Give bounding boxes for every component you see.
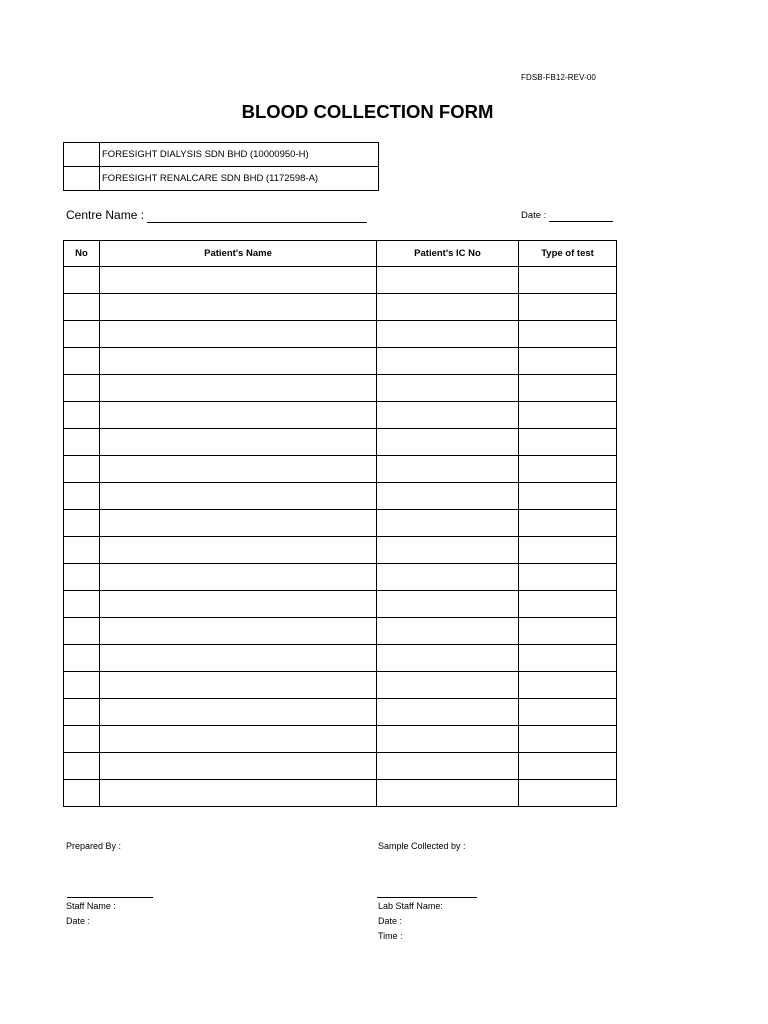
patient-row bbox=[64, 456, 617, 483]
patient-ic-cell[interactable] bbox=[377, 726, 519, 753]
row-number-cell[interactable] bbox=[64, 591, 100, 618]
patient-name-cell[interactable] bbox=[100, 591, 377, 618]
patient-ic-cell[interactable] bbox=[377, 510, 519, 537]
patient-ic-cell[interactable] bbox=[377, 753, 519, 780]
row-number-cell[interactable] bbox=[64, 726, 100, 753]
patient-name-cell[interactable] bbox=[100, 429, 377, 456]
row-number-cell[interactable] bbox=[64, 699, 100, 726]
patient-ic-cell[interactable] bbox=[377, 537, 519, 564]
company-checkbox[interactable] bbox=[64, 167, 100, 191]
patient-table-body bbox=[64, 267, 617, 807]
patient-row bbox=[64, 753, 617, 780]
patient-name-cell[interactable] bbox=[100, 348, 377, 375]
column-header-test-type: Type of test bbox=[519, 241, 617, 267]
patient-name-cell[interactable] bbox=[100, 618, 377, 645]
prepared-by-label: Prepared By : bbox=[66, 841, 122, 851]
patient-table-header bbox=[64, 241, 617, 267]
row-number-cell[interactable] bbox=[64, 753, 100, 780]
date-label: Date : bbox=[521, 210, 547, 221]
patient-row bbox=[64, 483, 617, 510]
patient-row bbox=[64, 267, 617, 294]
patient-row bbox=[64, 375, 617, 402]
row-number-cell[interactable] bbox=[64, 780, 100, 807]
patient-row bbox=[64, 537, 617, 564]
collected-by-signature-line[interactable] bbox=[377, 897, 477, 898]
patient-name-cell[interactable] bbox=[100, 645, 377, 672]
patient-ic-cell[interactable] bbox=[377, 591, 519, 618]
row-number-cell[interactable] bbox=[64, 267, 100, 294]
company-name: FORESIGHT DIALYSIS SDN BHD (10000950-H) bbox=[100, 143, 379, 167]
patient-ic-cell[interactable] bbox=[377, 456, 519, 483]
patient-name-cell[interactable] bbox=[100, 294, 377, 321]
lab-date-label: Date : bbox=[378, 916, 403, 926]
row-number-cell[interactable] bbox=[64, 348, 100, 375]
row-number-cell[interactable] bbox=[64, 618, 100, 645]
patient-ic-cell[interactable] bbox=[377, 375, 519, 402]
staff-date-label: Date : bbox=[66, 916, 91, 926]
patient-ic-cell[interactable] bbox=[377, 564, 519, 591]
patient-row bbox=[64, 321, 617, 348]
patient-row bbox=[64, 726, 617, 753]
date-input[interactable] bbox=[549, 210, 613, 222]
patient-ic-cell[interactable] bbox=[377, 267, 519, 294]
test-type-cell[interactable] bbox=[519, 348, 617, 375]
row-number-cell[interactable] bbox=[64, 294, 100, 321]
patient-row bbox=[64, 645, 617, 672]
patient-ic-cell[interactable] bbox=[377, 429, 519, 456]
patient-ic-cell[interactable] bbox=[377, 780, 519, 807]
row-number-cell[interactable] bbox=[64, 429, 100, 456]
column-header-patient-ic: Patient's IC No bbox=[377, 241, 519, 267]
patient-ic-cell[interactable] bbox=[377, 402, 519, 429]
patient-table bbox=[63, 240, 617, 807]
company-row bbox=[64, 143, 379, 167]
test-type-cell[interactable] bbox=[519, 294, 617, 321]
patient-name-cell[interactable] bbox=[100, 375, 377, 402]
company-name: FORESIGHT RENALCARE SDN BHD (1172598-A) bbox=[100, 167, 379, 191]
patient-row bbox=[64, 510, 617, 537]
patient-row bbox=[64, 294, 617, 321]
staff-name-label: Staff Name : bbox=[66, 901, 116, 911]
patient-name-cell[interactable] bbox=[100, 402, 377, 429]
patient-name-cell[interactable] bbox=[100, 483, 377, 510]
patient-ic-cell[interactable] bbox=[377, 348, 519, 375]
test-type-cell[interactable] bbox=[519, 699, 617, 726]
test-type-cell[interactable] bbox=[519, 753, 617, 780]
centre-name-label: Centre Name : bbox=[66, 208, 145, 222]
test-type-cell[interactable] bbox=[519, 267, 617, 294]
row-number-cell[interactable] bbox=[64, 456, 100, 483]
centre-name-field bbox=[66, 208, 367, 223]
column-header-patient-name: Patient's Name bbox=[100, 241, 377, 267]
lab-staff-name-label: Lab Staff Name: bbox=[378, 901, 443, 911]
date-field bbox=[521, 210, 613, 222]
test-type-cell[interactable] bbox=[519, 429, 617, 456]
patient-row bbox=[64, 780, 617, 807]
patient-name-cell[interactable] bbox=[100, 267, 377, 294]
company-row bbox=[64, 167, 379, 191]
document-code: FDSB-FB12-REV-00 bbox=[521, 73, 596, 82]
patient-name-cell[interactable] bbox=[100, 699, 377, 726]
test-type-cell[interactable] bbox=[519, 564, 617, 591]
patient-row bbox=[64, 402, 617, 429]
company-checkbox[interactable] bbox=[64, 143, 100, 167]
patient-ic-cell[interactable] bbox=[377, 618, 519, 645]
row-number-cell[interactable] bbox=[64, 645, 100, 672]
row-number-cell[interactable] bbox=[64, 402, 100, 429]
sample-collected-by-label: Sample Collected by : bbox=[378, 841, 466, 851]
test-type-cell[interactable] bbox=[519, 618, 617, 645]
test-type-cell[interactable] bbox=[519, 645, 617, 672]
patient-row bbox=[64, 618, 617, 645]
row-number-cell[interactable] bbox=[64, 564, 100, 591]
patient-name-cell[interactable] bbox=[100, 537, 377, 564]
patient-ic-cell[interactable] bbox=[377, 483, 519, 510]
patient-ic-cell[interactable] bbox=[377, 672, 519, 699]
test-type-cell[interactable] bbox=[519, 780, 617, 807]
patient-ic-cell[interactable] bbox=[377, 699, 519, 726]
patient-ic-cell[interactable] bbox=[377, 321, 519, 348]
form-title: BLOOD COLLECTION FORM bbox=[241, 101, 494, 122]
row-number-cell[interactable] bbox=[64, 321, 100, 348]
prepared-by-signature-line[interactable] bbox=[67, 897, 153, 898]
test-type-cell[interactable] bbox=[519, 456, 617, 483]
test-type-cell[interactable] bbox=[519, 483, 617, 510]
test-type-cell[interactable] bbox=[519, 672, 617, 699]
patient-name-cell[interactable] bbox=[100, 456, 377, 483]
patient-row bbox=[64, 429, 617, 456]
row-number-cell[interactable] bbox=[64, 483, 100, 510]
patient-ic-cell[interactable] bbox=[377, 294, 519, 321]
test-type-cell[interactable] bbox=[519, 510, 617, 537]
row-number-cell[interactable] bbox=[64, 510, 100, 537]
patient-name-cell[interactable] bbox=[100, 726, 377, 753]
patient-row bbox=[64, 591, 617, 618]
patient-name-cell[interactable] bbox=[100, 672, 377, 699]
patient-ic-cell[interactable] bbox=[377, 645, 519, 672]
centre-name-input[interactable] bbox=[147, 208, 367, 223]
company-selection-table bbox=[63, 142, 379, 191]
test-type-cell[interactable] bbox=[519, 537, 617, 564]
lab-time-label: Time : bbox=[378, 931, 403, 941]
test-type-cell[interactable] bbox=[519, 321, 617, 348]
test-type-cell[interactable] bbox=[519, 402, 617, 429]
row-number-cell[interactable] bbox=[64, 672, 100, 699]
patient-name-cell[interactable] bbox=[100, 753, 377, 780]
test-type-cell[interactable] bbox=[519, 726, 617, 753]
patient-name-cell[interactable] bbox=[100, 564, 377, 591]
patient-name-cell[interactable] bbox=[100, 321, 377, 348]
patient-name-cell[interactable] bbox=[100, 780, 377, 807]
test-type-cell[interactable] bbox=[519, 591, 617, 618]
test-type-cell[interactable] bbox=[519, 375, 617, 402]
row-number-cell[interactable] bbox=[64, 537, 100, 564]
column-header-no: No bbox=[64, 241, 100, 267]
patient-row bbox=[64, 672, 617, 699]
row-number-cell[interactable] bbox=[64, 375, 100, 402]
patient-row bbox=[64, 564, 617, 591]
patient-row bbox=[64, 699, 617, 726]
patient-row bbox=[64, 348, 617, 375]
patient-name-cell[interactable] bbox=[100, 510, 377, 537]
